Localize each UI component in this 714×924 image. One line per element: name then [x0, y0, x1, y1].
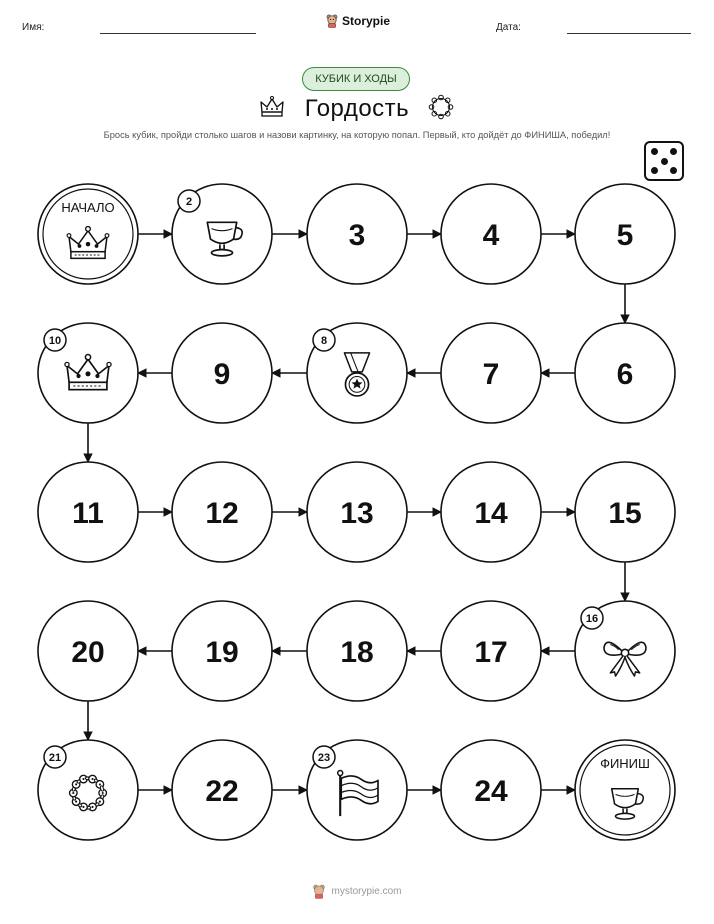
cell-number-badge [313, 329, 335, 351]
cell-number-badge [44, 746, 66, 768]
cell-number: 24 [474, 775, 508, 808]
board-cell-8 [307, 323, 407, 423]
board-cell-11 [38, 462, 138, 562]
cell-number-badge [44, 329, 66, 351]
board-cell-18 [307, 601, 407, 701]
finish-cell [575, 740, 675, 840]
date-label: Дата: [496, 22, 521, 33]
board-cell-2 [172, 184, 272, 284]
cell-number: 13 [340, 497, 374, 530]
cell-number: 9 [213, 358, 231, 391]
cell-number: 16 [585, 613, 599, 625]
cell-number: 15 [608, 497, 642, 530]
board-cell-24 [441, 740, 541, 840]
cell-number: 20 [71, 636, 105, 669]
board-cell-3 [307, 184, 407, 284]
board-cell-13 [307, 462, 407, 562]
footer [0, 884, 714, 899]
board-cell-21 [38, 740, 138, 840]
board-cell-9 [172, 323, 272, 423]
board-cell-16 [575, 601, 675, 701]
cell-label: ФИНИШ [600, 756, 650, 771]
board-cell-4 [441, 184, 541, 284]
bear-icon [312, 884, 326, 899]
cell-number-badge [581, 607, 603, 629]
cell-number: 4 [482, 219, 500, 252]
board-cell-19 [172, 601, 272, 701]
cell-number: 10 [48, 335, 62, 347]
board-cell-5 [575, 184, 675, 284]
board-cell-20 [38, 601, 138, 701]
board-cell-12 [172, 462, 272, 562]
cell-number: 23 [317, 752, 331, 764]
activity-badge: КУБИК И ХОДЫ [302, 67, 410, 91]
start-cell [38, 184, 138, 284]
cell-number: 8 [320, 335, 328, 347]
cell-number: 3 [348, 219, 366, 252]
cell-number: 14 [474, 497, 508, 530]
instructions: Брось кубик, пройди столько шагов и назови картинку, на которую попал. Первый, кто дойдёт до ФИНИША, победил! [103, 130, 611, 140]
cell-number: 11 [72, 497, 104, 530]
cell-number: 17 [474, 636, 508, 669]
board-cell-22 [172, 740, 272, 840]
cell-number: 7 [482, 358, 500, 391]
cell-number: 22 [205, 775, 239, 808]
cell-number-badge [178, 190, 200, 212]
board-cell-14 [441, 462, 541, 562]
board-cell-10 [38, 323, 138, 423]
cell-number: 18 [340, 636, 374, 669]
page-title: Гордость [304, 95, 410, 122]
name-label: Имя: [22, 22, 45, 33]
cell-number: 12 [205, 497, 239, 530]
footer-site: mystorypie.com [331, 886, 402, 897]
cell-number: 5 [616, 219, 634, 252]
cell-number: 2 [185, 196, 193, 208]
cell-number-badge [313, 746, 335, 768]
cell-number: 19 [205, 636, 239, 669]
board-cell-17 [441, 601, 541, 701]
cell-number: 21 [48, 752, 62, 764]
brand-name: Storypie [342, 14, 391, 28]
board-cell-23 [307, 740, 407, 840]
board-cell-7 [441, 323, 541, 423]
board-cell-15 [575, 462, 675, 562]
cell-number: 6 [616, 358, 634, 391]
board-cell-6 [575, 323, 675, 423]
cell-label: НАЧАЛО [61, 200, 115, 215]
